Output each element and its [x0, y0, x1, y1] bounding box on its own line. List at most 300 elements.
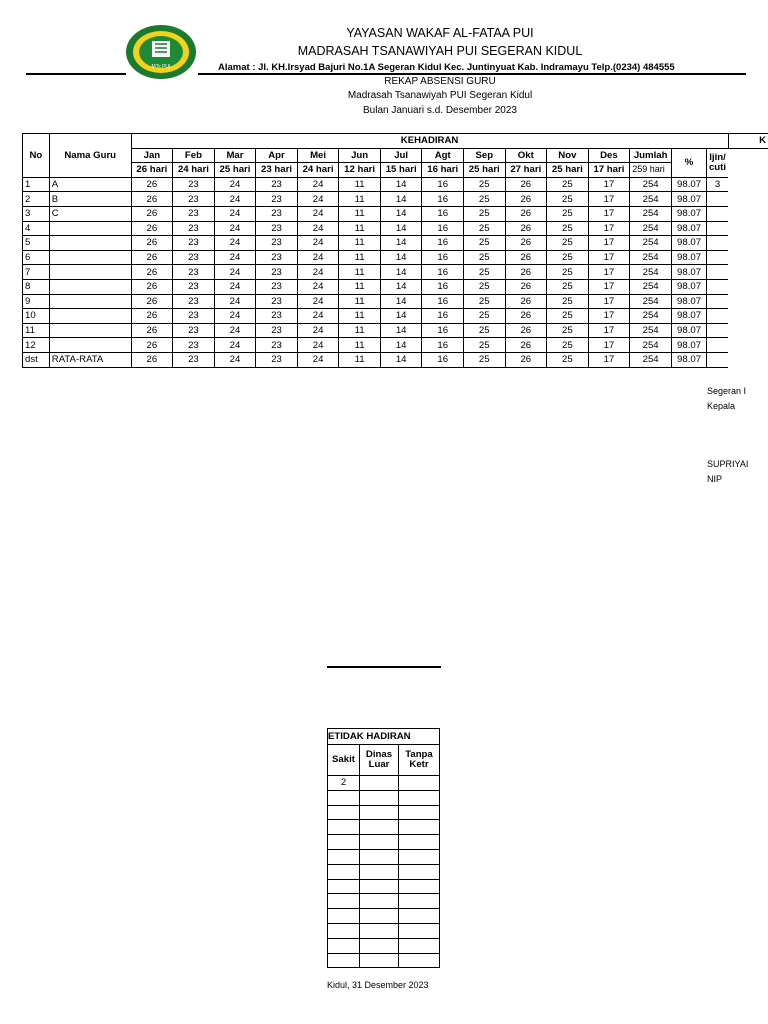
- table-row: [23, 309, 768, 324]
- absence-dinas: [360, 776, 399, 791]
- row-month-value: 26: [131, 338, 173, 353]
- row-pct: 98.07: [672, 177, 707, 192]
- signature-place: Segeran I: [707, 386, 747, 396]
- row-month-value: 25: [463, 177, 505, 192]
- month-days: 26 hari: [131, 163, 173, 178]
- absence-dinas: [360, 953, 399, 968]
- report-title: REKAP ABSENSI GURU: [384, 76, 496, 87]
- row-month-value: 17: [588, 323, 630, 338]
- row-no: 11: [23, 323, 50, 338]
- row-month-value: 11: [339, 352, 381, 367]
- table-row: [23, 338, 768, 353]
- row-name: [49, 250, 131, 265]
- row-month-value: 11: [339, 192, 381, 207]
- absence-dinas: [360, 864, 399, 879]
- report-school: Madrasah Tsanawiyah PUI Segeran Kidul: [347, 90, 533, 101]
- foundation-name: YAYASAN WAKAF AL-FATAA PUI: [346, 26, 534, 40]
- row-month-value: 24: [297, 177, 339, 192]
- row-name: [49, 323, 131, 338]
- absence-dinas: [360, 894, 399, 909]
- month-days: 17 hari: [588, 163, 630, 178]
- absence-dinas: [360, 938, 399, 953]
- month-header: Jan: [131, 148, 173, 163]
- month-days: 16 hari: [422, 163, 464, 178]
- table-row: [23, 206, 768, 221]
- absence-dinas: [360, 909, 399, 924]
- row-no: 7: [23, 265, 50, 280]
- row-ijin: [706, 338, 728, 353]
- header-rule-left: [26, 73, 126, 75]
- row-month-value: 26: [131, 192, 173, 207]
- row-month-value: 25: [547, 250, 589, 265]
- row-month-value: 23: [173, 323, 215, 338]
- row-month-value: 14: [380, 294, 422, 309]
- absence-sakit: [328, 953, 360, 968]
- row-month-value: 24: [297, 192, 339, 207]
- table-row: [23, 265, 768, 280]
- absence-tanpa: [399, 879, 440, 894]
- month-header: Des: [588, 148, 630, 163]
- row-month-value: 23: [173, 250, 215, 265]
- absence-sakit: [328, 923, 360, 938]
- header-rule-right: [198, 73, 746, 75]
- row-month-value: 24: [214, 250, 256, 265]
- absence-tanpa: [399, 820, 440, 835]
- row-month-value: 23: [173, 177, 215, 192]
- row-month-value: 26: [505, 236, 547, 251]
- row-month-value: 24: [297, 294, 339, 309]
- table-row: [23, 236, 768, 251]
- row-month-value: 25: [547, 206, 589, 221]
- row-ijin: [706, 250, 728, 265]
- row-month-value: 14: [380, 206, 422, 221]
- row-pct: 98.07: [672, 250, 707, 265]
- school-logo: [125, 24, 197, 80]
- row-month-value: 14: [380, 323, 422, 338]
- row-month-value: 26: [131, 323, 173, 338]
- absence-tanpa: [399, 953, 440, 968]
- row-month-value: 23: [173, 309, 215, 324]
- row-pct: 98.07: [672, 206, 707, 221]
- report-period: Bulan Januari s.d. Desember 2023: [363, 105, 517, 116]
- row-month-value: 23: [256, 338, 298, 353]
- row-total: 254: [630, 250, 672, 265]
- row-pct: 98.07: [672, 352, 707, 367]
- row-month-value: 24: [297, 265, 339, 280]
- kehadiran-header: KEHADIRAN: [131, 134, 728, 149]
- row-month-value: 23: [256, 236, 298, 251]
- row-month-value: 26: [505, 177, 547, 192]
- absence-dinas: [360, 790, 399, 805]
- row-month-value: 26: [505, 323, 547, 338]
- row-month-value: 16: [422, 206, 464, 221]
- row-month-value: 23: [256, 177, 298, 192]
- page2-date: Kidul, 31 Desember 2023: [327, 980, 429, 990]
- table-row: [23, 279, 768, 294]
- row-month-value: 11: [339, 250, 381, 265]
- row-name: B: [49, 192, 131, 207]
- total-days: 259 hari: [630, 163, 672, 178]
- col-dinas-header: Dinas Luar: [360, 745, 399, 776]
- row-month-value: 24: [214, 309, 256, 324]
- row-no: 10: [23, 309, 50, 324]
- row-no: 3: [23, 206, 50, 221]
- row-month-value: 25: [547, 309, 589, 324]
- absence-row: [328, 923, 440, 938]
- row-month-value: 26: [131, 221, 173, 236]
- row-no: 2: [23, 192, 50, 207]
- row-month-value: 17: [588, 352, 630, 367]
- row-month-value: 26: [131, 206, 173, 221]
- row-month-value: 11: [339, 221, 381, 236]
- row-month-value: 26: [505, 294, 547, 309]
- absence-sakit: [328, 909, 360, 924]
- row-no: 4: [23, 221, 50, 236]
- row-ijin: [706, 309, 728, 324]
- row-month-value: 14: [380, 309, 422, 324]
- row-total: 254: [630, 323, 672, 338]
- row-name: C: [49, 206, 131, 221]
- absence-sakit: [328, 820, 360, 835]
- row-month-value: 17: [588, 236, 630, 251]
- row-total: 254: [630, 294, 672, 309]
- row-month-value: 26: [505, 265, 547, 280]
- row-month-value: 23: [173, 294, 215, 309]
- row-month-value: 24: [297, 323, 339, 338]
- absence-sakit: [328, 938, 360, 953]
- row-month-value: 25: [463, 309, 505, 324]
- row-month-value: 25: [547, 221, 589, 236]
- row-month-value: 11: [339, 177, 381, 192]
- absence-tanpa: [399, 849, 440, 864]
- row-month-value: 11: [339, 294, 381, 309]
- absence-dinas: [360, 849, 399, 864]
- row-month-value: 24: [214, 352, 256, 367]
- row-month-value: 11: [339, 279, 381, 294]
- month-days: 23 hari: [256, 163, 298, 178]
- row-pct: 98.07: [672, 221, 707, 236]
- row-month-value: 25: [547, 177, 589, 192]
- row-month-value: 26: [505, 338, 547, 353]
- row-month-value: 25: [547, 338, 589, 353]
- row-month-value: 24: [214, 192, 256, 207]
- absence-group-header: ETIDAK HADIRAN: [328, 729, 440, 745]
- row-month-value: 26: [131, 177, 173, 192]
- row-month-value: 25: [547, 192, 589, 207]
- row-total: 254: [630, 236, 672, 251]
- school-address: Alamat : Jl. KH.Irsyad Bajuri No.1A Segeran Kidul Kec. Juntinyuat Kab. Indramayu Telp.(0234) 484555: [218, 62, 675, 73]
- row-month-value: 26: [131, 279, 173, 294]
- row-month-value: 24: [297, 221, 339, 236]
- row-month-value: 26: [505, 192, 547, 207]
- row-no: 8: [23, 279, 50, 294]
- row-month-value: 24: [297, 279, 339, 294]
- row-month-value: 17: [588, 279, 630, 294]
- absence-dinas: [360, 879, 399, 894]
- month-days: 12 hari: [339, 163, 381, 178]
- row-month-value: 17: [588, 177, 630, 192]
- row-month-value: 11: [339, 309, 381, 324]
- row-ijin: [706, 279, 728, 294]
- row-month-value: 26: [131, 265, 173, 280]
- row-ijin: [706, 192, 728, 207]
- table-row: [23, 352, 768, 367]
- month-days: 24 hari: [173, 163, 215, 178]
- row-month-value: 23: [256, 352, 298, 367]
- absence-sakit: 2: [328, 776, 360, 791]
- row-total: 254: [630, 177, 672, 192]
- row-name: [49, 265, 131, 280]
- row-month-value: 25: [463, 338, 505, 353]
- row-month-value: 23: [256, 323, 298, 338]
- row-month-value: 25: [547, 236, 589, 251]
- absence-tanpa: [399, 923, 440, 938]
- row-month-value: 24: [214, 177, 256, 192]
- row-no: 5: [23, 236, 50, 251]
- row-month-value: 16: [422, 236, 464, 251]
- row-no: 1: [23, 177, 50, 192]
- row-month-value: 17: [588, 192, 630, 207]
- row-month-value: 23: [173, 265, 215, 280]
- row-no: dst: [23, 352, 50, 367]
- row-ijin: [706, 206, 728, 221]
- row-month-value: 14: [380, 338, 422, 353]
- row-month-value: 14: [380, 236, 422, 251]
- row-total: 254: [630, 338, 672, 353]
- row-month-value: 24: [214, 279, 256, 294]
- row-month-value: 14: [380, 221, 422, 236]
- row-pct: 98.07: [672, 294, 707, 309]
- row-month-value: 14: [380, 192, 422, 207]
- row-month-value: 25: [463, 192, 505, 207]
- month-header: Mei: [297, 148, 339, 163]
- row-month-value: 23: [173, 206, 215, 221]
- row-month-value: 23: [173, 192, 215, 207]
- row-month-value: 11: [339, 206, 381, 221]
- row-month-value: 26: [131, 352, 173, 367]
- row-ijin: [706, 221, 728, 236]
- absence-row: [328, 820, 440, 835]
- absence-dinas: [360, 923, 399, 938]
- row-month-value: 14: [380, 265, 422, 280]
- absence-tanpa: [399, 835, 440, 850]
- row-month-value: 23: [256, 294, 298, 309]
- row-month-value: 25: [547, 323, 589, 338]
- row-month-value: 24: [214, 294, 256, 309]
- absence-tanpa: [399, 864, 440, 879]
- row-month-value: 24: [297, 338, 339, 353]
- absence-sakit: [328, 835, 360, 850]
- row-month-value: 14: [380, 250, 422, 265]
- row-pct: 98.07: [672, 192, 707, 207]
- row-total: 254: [630, 192, 672, 207]
- absence-sakit: [328, 790, 360, 805]
- absence-dinas: [360, 805, 399, 820]
- row-month-value: 26: [505, 352, 547, 367]
- row-month-value: 24: [297, 206, 339, 221]
- row-ijin: [706, 352, 728, 367]
- row-pct: 98.07: [672, 279, 707, 294]
- month-days: 27 hari: [505, 163, 547, 178]
- row-month-value: 25: [463, 236, 505, 251]
- logo-text: MTs PUI: [151, 64, 171, 70]
- row-month-value: 26: [131, 309, 173, 324]
- absence-dinas: [360, 835, 399, 850]
- absence-tanpa: [399, 894, 440, 909]
- row-month-value: 23: [173, 279, 215, 294]
- row-month-value: 16: [422, 250, 464, 265]
- row-month-value: 23: [173, 236, 215, 251]
- row-name: [49, 294, 131, 309]
- month-header: Feb: [173, 148, 215, 163]
- row-pct: 98.07: [672, 265, 707, 280]
- row-no: 9: [23, 294, 50, 309]
- row-month-value: 14: [380, 352, 422, 367]
- month-header: Jun: [339, 148, 381, 163]
- row-month-value: 23: [256, 279, 298, 294]
- absence-row: [328, 849, 440, 864]
- table-row: [23, 294, 768, 309]
- month-header: Jul: [380, 148, 422, 163]
- month-days: 15 hari: [380, 163, 422, 178]
- row-month-value: 23: [173, 352, 215, 367]
- row-month-value: 25: [547, 265, 589, 280]
- month-days: 24 hari: [297, 163, 339, 178]
- row-month-value: 24: [214, 265, 256, 280]
- row-name: [49, 236, 131, 251]
- row-month-value: 11: [339, 236, 381, 251]
- row-ijin: [706, 265, 728, 280]
- absence-row: [328, 909, 440, 924]
- row-month-value: 11: [339, 265, 381, 280]
- row-month-value: 23: [256, 192, 298, 207]
- absence-dinas: [360, 820, 399, 835]
- row-month-value: 17: [588, 338, 630, 353]
- absence-tanpa: [399, 909, 440, 924]
- row-month-value: 26: [505, 250, 547, 265]
- row-month-value: 23: [256, 309, 298, 324]
- row-month-value: 23: [173, 338, 215, 353]
- row-month-value: 16: [422, 265, 464, 280]
- row-month-value: 26: [505, 221, 547, 236]
- absence-sakit: [328, 894, 360, 909]
- row-month-value: 14: [380, 177, 422, 192]
- row-month-value: 16: [422, 221, 464, 236]
- row-month-value: 24: [214, 236, 256, 251]
- row-month-value: 25: [547, 279, 589, 294]
- signature-role: Kepala: [707, 401, 736, 411]
- row-month-value: 26: [131, 250, 173, 265]
- row-ijin: [706, 236, 728, 251]
- table-row: [23, 323, 768, 338]
- row-month-value: 16: [422, 323, 464, 338]
- table-row: [23, 221, 768, 236]
- row-month-value: 26: [505, 309, 547, 324]
- absence-sakit: [328, 879, 360, 894]
- row-month-value: 23: [256, 265, 298, 280]
- row-month-value: 24: [297, 352, 339, 367]
- row-month-value: 17: [588, 265, 630, 280]
- row-name: A: [49, 177, 131, 192]
- row-month-value: 24: [297, 236, 339, 251]
- row-total: 254: [630, 265, 672, 280]
- absence-row: [328, 953, 440, 968]
- absence-tanpa: [399, 776, 440, 791]
- month-header: Nov: [547, 148, 589, 163]
- col-ijin-header: Ijin/ cuti: [706, 148, 728, 177]
- row-name: RATA-RATA: [49, 352, 131, 367]
- row-month-value: 23: [256, 206, 298, 221]
- month-days: 25 hari: [214, 163, 256, 178]
- absence-sakit: [328, 849, 360, 864]
- row-name: [49, 221, 131, 236]
- row-month-value: 17: [588, 221, 630, 236]
- row-month-value: 16: [422, 177, 464, 192]
- absence-row: [328, 790, 440, 805]
- absence-table: [327, 728, 440, 968]
- col-tanpa-header: Tanpa Ketr: [399, 745, 440, 776]
- row-month-value: 25: [547, 352, 589, 367]
- row-month-value: 24: [297, 250, 339, 265]
- row-pct: 98.07: [672, 309, 707, 324]
- absence-row: [328, 864, 440, 879]
- row-month-value: 16: [422, 279, 464, 294]
- ketidakhadiran-header: K: [728, 134, 768, 149]
- row-month-value: 26: [131, 236, 173, 251]
- row-month-value: 25: [463, 206, 505, 221]
- signature-nip: NIP: [707, 474, 723, 484]
- row-month-value: 23: [256, 250, 298, 265]
- row-month-value: 16: [422, 338, 464, 353]
- page2-signature-rule: [327, 666, 441, 668]
- absence-row: [328, 938, 440, 953]
- month-header: Apr: [256, 148, 298, 163]
- school-name: MADRASAH TSANAWIYAH PUI SEGERAN KIDUL: [297, 44, 583, 58]
- row-no: 6: [23, 250, 50, 265]
- row-month-value: 14: [380, 279, 422, 294]
- row-month-value: 26: [505, 279, 547, 294]
- month-header: Agt: [422, 148, 464, 163]
- col-name-header: Nama Guru: [49, 134, 131, 178]
- row-month-value: 24: [214, 206, 256, 221]
- month-days: 25 hari: [547, 163, 589, 178]
- row-name: [49, 279, 131, 294]
- col-no-header: No: [23, 134, 50, 178]
- row-ijin: [706, 323, 728, 338]
- table-row: [23, 250, 768, 265]
- row-month-value: 25: [463, 352, 505, 367]
- row-month-value: 11: [339, 338, 381, 353]
- col-sakit-header: Sakit: [328, 745, 360, 776]
- row-month-value: 24: [214, 221, 256, 236]
- absence-row: [328, 805, 440, 820]
- row-ijin: 3: [706, 177, 728, 192]
- row-month-value: 16: [422, 192, 464, 207]
- row-month-value: 25: [463, 265, 505, 280]
- row-month-value: 25: [463, 250, 505, 265]
- row-total: 254: [630, 352, 672, 367]
- row-month-value: 25: [547, 294, 589, 309]
- row-month-value: 24: [214, 338, 256, 353]
- row-month-value: 11: [339, 323, 381, 338]
- row-total: 254: [630, 279, 672, 294]
- row-month-value: 23: [256, 221, 298, 236]
- absence-tanpa: [399, 805, 440, 820]
- row-month-value: 26: [505, 206, 547, 221]
- row-ijin: [706, 294, 728, 309]
- table-row: [23, 177, 768, 192]
- row-month-value: 17: [588, 206, 630, 221]
